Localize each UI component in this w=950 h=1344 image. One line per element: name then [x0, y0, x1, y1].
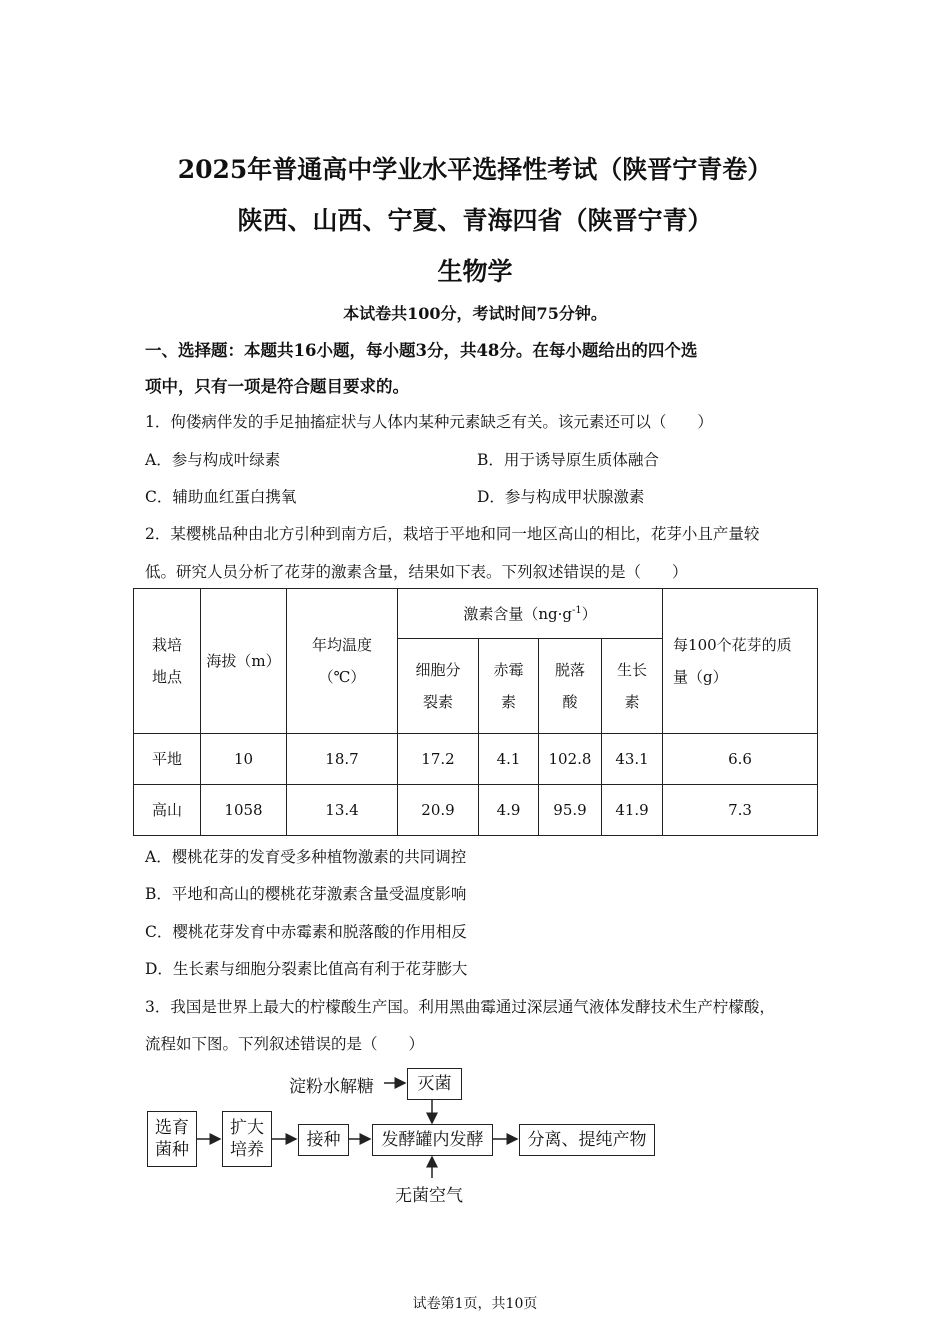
header-hormone-content: 激素含量$(ng\cdot g^{-1})$	[398, 589, 663, 639]
cell-temperature: 13.4	[287, 785, 398, 836]
q1-option-c: C．辅助血红蛋白携氧	[145, 488, 297, 506]
cell-site: 平地	[134, 734, 201, 785]
subject-title: 生物学	[437, 257, 513, 286]
exam-note: 本试卷共100分，考试时间75分钟。	[343, 304, 607, 323]
section-heading-line1: 一、选择题：本题共16小题，每小题3分，共48分。在每小题给出的四个选	[145, 341, 698, 360]
cell-cytokinin: 17.2	[398, 734, 479, 785]
flow-label-starch: 淀粉水解糖	[289, 1077, 374, 1097]
cell-site: 高山	[134, 785, 201, 836]
q2-option-c: C．樱桃花芽发育中赤霉素和脱落酸的作用相反	[145, 923, 467, 941]
header-abscisic-acid: 脱落 酸	[539, 639, 602, 734]
q1-option-a: A．参与构成叶绿素	[145, 451, 281, 469]
header-cytokinin: 细胞分 裂素	[398, 639, 479, 734]
flow-box-separate-purify: 分离、提纯产物	[519, 1124, 655, 1156]
cell-gibberellin: 4.1	[479, 734, 539, 785]
header-temperature: 年均温度 （℃）	[287, 589, 398, 734]
exam-title: 2025年普通高中学业水平选择性考试（陕晋宁青卷）	[177, 155, 773, 184]
section-heading-line2: 项中，只有一项是符合题目要求的。	[145, 377, 409, 396]
q2-option-b: B．平地和高山的樱桃花芽激素含量受温度影响	[145, 885, 467, 903]
cell-cytokinin: 20.9	[398, 785, 479, 836]
cell-auxin: 41.9	[602, 785, 663, 836]
flow-box-ferment: 发酵罐内发酵	[372, 1124, 493, 1156]
header-gibberellin: 赤霉 素	[479, 639, 539, 734]
flow-box-sterilize: 灭菌	[407, 1068, 462, 1100]
q2-option-a: A．樱桃花芽的发育受多种植物激素的共同调控	[145, 848, 467, 866]
cell-abscisic-acid: 102.8	[539, 734, 602, 785]
cell-abscisic-acid: 95.9	[539, 785, 602, 836]
q3-stem-line2: 流程如下图。下列叙述错误的是（ ）	[145, 1035, 425, 1053]
cell-altitude: 10	[201, 734, 287, 785]
q2-option-d: D．生长素与细胞分裂素比值高有利于花芽膨大	[145, 960, 468, 978]
cell-temperature: 18.7	[287, 734, 398, 785]
flow-label-sterile-air: 无菌空气	[395, 1186, 463, 1206]
cell-altitude: 1058	[201, 785, 287, 836]
cell-gibberellin: 4.9	[479, 785, 539, 836]
cell-bud-mass: 7.3	[663, 785, 818, 836]
q1-option-d: D．参与构成甲状腺激素	[477, 488, 645, 506]
q2-stem-line2: 低。研究人员分析了花芽的激素含量，结果如下表。下列叙述错误的是（ ）	[145, 563, 688, 581]
q1-option-b: B．用于诱导原生质体融合	[477, 451, 659, 469]
cell-bud-mass: 6.6	[663, 734, 818, 785]
exam-subtitle: 陕西、山西、宁夏、青海四省（陕晋宁青）	[237, 206, 713, 235]
flow-box-inoculate: 接种	[298, 1124, 349, 1156]
q3-stem-line1: 3．我国是世界上最大的柠檬酸生产国。利用黑曲霉通过深层通气液体发酵技术生产柠檬酸，	[145, 998, 775, 1016]
flow-box-select-strain: 选育 菌种	[147, 1111, 197, 1167]
page-footer: 试卷第1页，共10页	[412, 1296, 538, 1312]
q1-stem: 1．佝偻病伴发的手足抽搐症状与人体内某种元素缺乏有关。该元素还可以（ ）	[145, 413, 713, 431]
cell-auxin: 43.1	[602, 734, 663, 785]
header-auxin: 生长 素	[602, 639, 663, 734]
header-bud-mass: 每100个花芽的质 量（g）	[663, 589, 818, 734]
flow-box-expand-culture: 扩大 培养	[222, 1111, 272, 1167]
header-site: 栽培 地点	[134, 589, 201, 734]
header-altitude: 海拔（m）	[201, 589, 287, 734]
q2-stem-line1: 2．某樱桃品种由北方引种到南方后，栽培于平地和同一地区高山的相比，花芽小且产量较	[145, 525, 760, 543]
